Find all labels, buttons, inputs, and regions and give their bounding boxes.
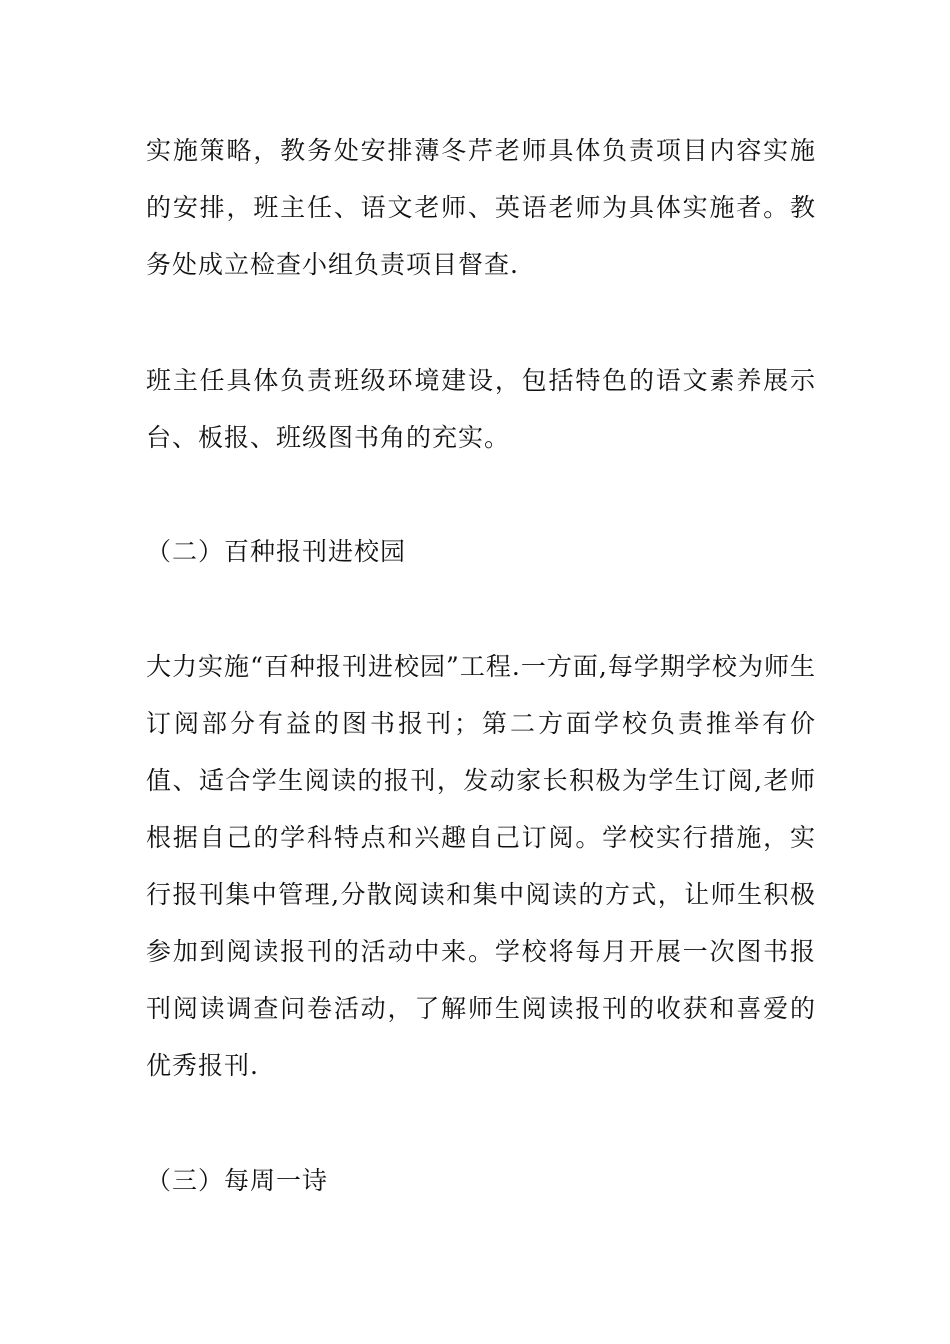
section-heading-weekly-poem: （三）每周一诗: [146, 1166, 329, 1195]
paragraph-class-environment: 班主任具体负责班级环境建设，包括特色的语文素养展示台、板报、班级图书角的充实。: [146, 366, 816, 452]
paragraph-newspapers-project: 大力实施“百种报刊进校园”工程.一方面,每学期学校为师生订阅部分有益的图书报刊；第二方面学校负责推举有价值、适合学生阅读的报刊，发动家长积极为学生订阅,老师根据自己的学科特点和兴趣自己订阅。学校实行措施，实行报刊集中管理,分散阅读和集中阅读的方式，让师生积极参加到阅读报刊的活动中来。学校将每月开展一次图书报刊阅读调查问卷活动，了解师生阅读报刊的收获和喜爱的优秀报刊.: [146, 652, 816, 1080]
section-heading-newspapers: （二）百种报刊进校园: [146, 537, 407, 566]
paragraph-implementation-strategy: 实施策略，教务处安排薄冬芹老师具体负责项目内容实施的安排，班主任、语文老师、英语老师为具体实施者。教务处成立检查小组负责项目督查.: [146, 136, 816, 279]
